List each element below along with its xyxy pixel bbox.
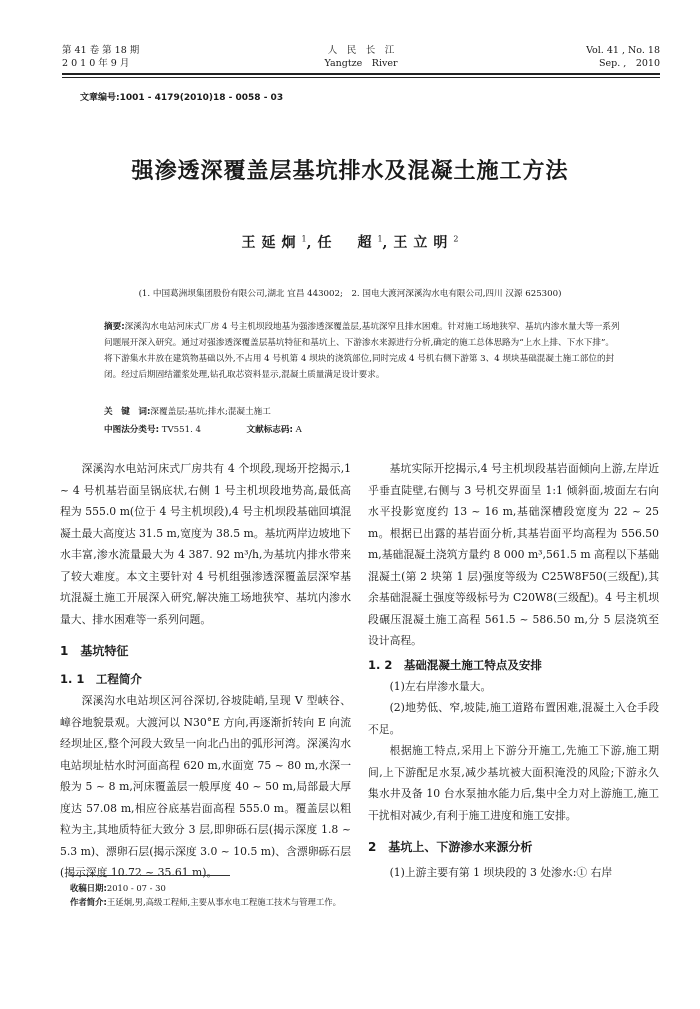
header-date: 2 0 1 0 年 9 月 [62,58,130,69]
body-column-right [368,458,659,884]
received-label: 收稿日期: [70,883,107,893]
clc-value: TV551. 4 [161,425,202,435]
affiliations: (1. 中国葛洲坝集团股份有限公司,湖北 宜昌 443002; 2. 国电大渡河深溪沟水电有限公司,四川 汉源 625300) [138,289,562,299]
header-divider-thin [62,77,660,78]
header-volume: 第 41 卷 第 18 期 [62,45,140,56]
header-journal-en: Yangtze River [324,58,398,69]
received-value: 2010 - 07 - 30 [106,883,166,893]
author-affil-mark: 1 [377,234,383,244]
author-name: 王延炯 [241,235,302,251]
footnotes [70,881,341,909]
article-number-label: 文章编号: [80,93,120,103]
section-1-heading: 1 基坑特征 [60,644,129,658]
body-column-left [60,458,351,884]
author-affil-mark: 1 [301,234,307,244]
author-list: 王延炯$^1$,任 超$^1$,王立明$^2$ [241,234,459,251]
section-1-2-item-2: (2)地势低、窄,坡陡,施工道路布置困难,混凝土入仓手段不足。 [368,701,659,736]
received-date [70,881,341,895]
header-journal-name [62,44,660,70]
clc-label: 中图法分类号: [104,425,159,435]
abstract-label: 摘要: [104,322,125,332]
section-2-item-1: (1)上游主要有第 1 坝块段的 3 处渗水:① 右岸 [389,866,613,879]
author-name: 任 超 [317,235,378,251]
header-volume-en [586,44,660,70]
article-number [80,90,283,103]
section-1-2-item-1: (1)左右岸渗水量大。 [389,679,492,693]
abstract [104,319,620,383]
doc-code-label: 文献标志码: [246,425,293,435]
section-1-1-heading: 1. 1 工程简介 [60,672,142,686]
doc-code-value: A [295,425,302,435]
abstract-text: 深溪沟水电站河床式厂房 4 号主机坝段地基为强渗透深覆盖层,基坑深窄且排水困难。针对施工场地狭窄、基坑内渗水量大等一系列问题展开深入研究。通过对强渗透深覆盖层基坑特征和基坑上、下游渗水来源进行分析,确定的施工总体思路为“上水上排、下水下排”。将下游集水井放在建筑物基础以外,不占用 4 号机第 4 坝块的浇筑部位,同时完成 4 号机右侧下游第 3、4 坝块基础混凝土施工部位的封闭。经过后期固结灌浆处理,钻孔取芯资料显示,混凝土质量满足设计要求。 [104,322,620,380]
keywords [104,405,271,417]
section-1-2-heading: 1. 2 基础混凝土施工特点及安排 [368,657,542,672]
article-number-value: 1001 - 4179(2010)18 - 0058 - 03 [119,93,284,103]
header-divider-thick [62,73,660,75]
section-1-1-paragraph: 深溪沟水电站坝区河谷深切,谷坡陡峭,呈现 V 型峡谷、嶂谷地貌景观。大渡河以 N30°E 方向,再逐渐折转向 E 向流经坝址区,整个河段大致呈一向北凸出的弧形河湾。深溪沟水电站坝址枯水时河面高程 620 m,水面宽 75 ~ 80 m,水深一般为 5 ~ 8 m,河床覆盖层一般厚度 40 ~ 50 m,局部最大厚度达 57.08 m,相应谷底基岩面高程 555.0 m。覆盖层以粗粒为主,其地质特征大致分 3 层,即卵砾石层(揭示深度 1.8 ~ 5.3 m)、漂卵石层(揭示深度 3.0 ~ 10.5 m)、含漂卵砾石层(揭示深度 10.72 ~ 35.61 m)。 [60,694,351,879]
keywords-text: 深覆盖层;基坑;排水;混凝土施工 [150,407,271,417]
author-affil-mark: 2 [453,234,459,244]
classification [104,423,302,435]
author-bio-label: 作者简介: [70,897,107,907]
footnote-divider [70,875,230,876]
section-1-2-paragraph: 根据施工特点,采用上下游分开施工,先施工下游,施工期间,上下游配足水泵,减少基坑被大面积淹没的风险;下游永久集水井及备 10 台水泵抽水能力后,集中全力对上游施工,施工干扰相对减少,有利于施工进度和施工安排。 [368,744,659,822]
author-bio [70,895,341,909]
intro-paragraph: 深溪沟水电站河床式厂房共有 4 个坝段,现场开挖揭示,1 ~ 4 号机基岩面呈锅底状,右侧 1 号主机坝段地势高,最低高程为 555.0 m(位于 4 号主机坝段),4 号主机坝段基础回填混凝土最大高度达 31.5 m,宽度为 38.5 m。基坑两岸边坡地下水丰富,渗水流量最大为 4 387. 92 m³/h,为基坑内排水带来了较大难度。本文主要针对 4 号机组强渗透深覆盖层深窄基坑混凝土施工开展深入研究,解决施工场地狭窄、基坑内渗水量大、排水困难等一系列问题。 [60,462,351,626]
author-bio-text: 王延炯,男,高级工程师,主要从事水电工程施工技术与管理工作。 [106,897,341,907]
header-month-year: Sep. , 2010 [599,58,660,69]
header-vol-no: Vol. 41 , No. 18 [586,45,660,56]
section-2-heading: 2 基坑上、下游渗水来源分析 [368,840,533,854]
section-1-1-paragraph-cont: 基坑实际开挖揭示,4 号主机坝段基岩面倾向上游,左岸近乎垂直陡壁,右侧与 3 号机交界面呈 1:1 倾斜面,坡面左右向水平投影宽度约 13 ~ 16 m,基础深槽段宽度为 22 ~ 25 m。根据已出露的基岩面分析,其基岩面平均高程为 556.50 m,基础混凝土浇筑方量约 8 000 m³,561.5 m 高程以下基础混凝土(第 2 块第 1 层)强度等级为 C25W8F50(三级配),其余基础混凝土强度等级标号为 C20W8(三级配)。4 号主机坝段碾压混凝土施工高程 561.5 ~ 586.50 m,分 5 层浇筑至设计高程。 [368,462,659,647]
keywords-label: 关 键 词: [104,407,151,417]
header-journal-cn: 人 民 长 江 [327,45,395,56]
paper-title: 强渗透深覆盖层基坑排水及混凝土施工方法 [131,159,569,184]
author-name: 王立明 [393,235,454,251]
